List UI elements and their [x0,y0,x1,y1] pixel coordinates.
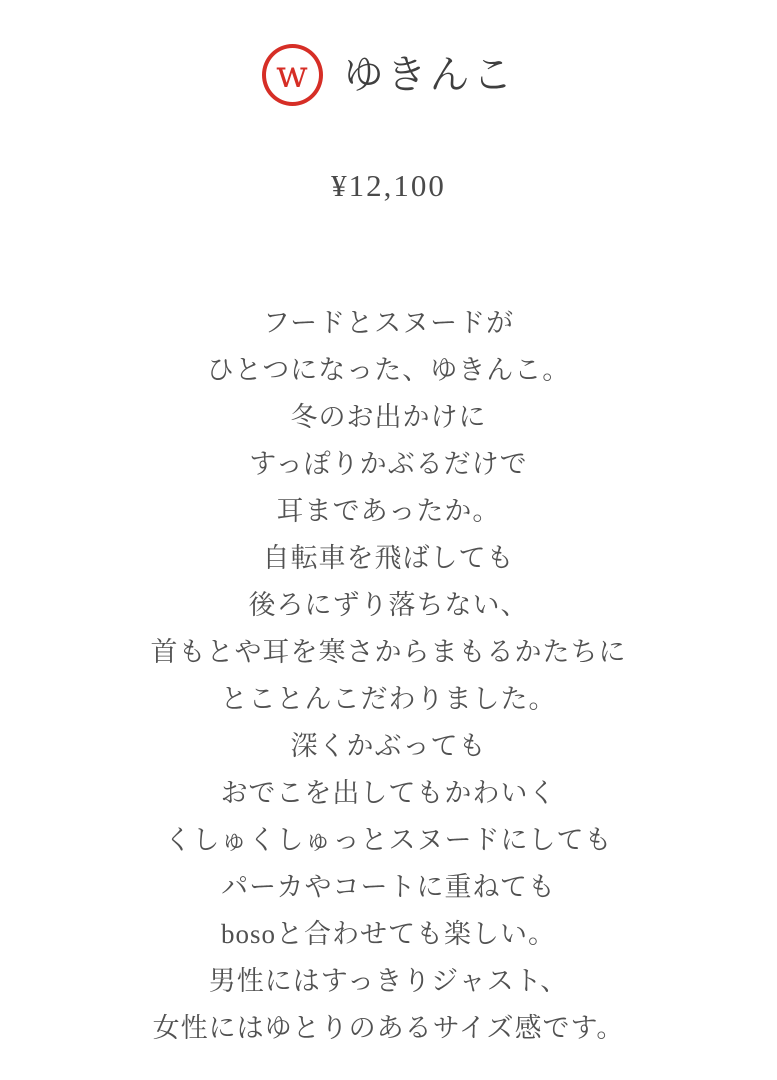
description-line: 女性にはゆとりのあるサイズ感です。 [152,1013,625,1043]
description-line: くしゅくしゅっとスヌードにしても [164,825,613,855]
product-price: ¥12,100 [331,168,446,203]
brand-logo-letter-icon: w [276,52,308,96]
description-line: 後ろにずり落ちない、 [248,590,529,620]
description-line: 深くかぶっても [290,731,487,761]
brand-logo[interactable] [262,44,323,106]
description-line: bosoと合わせても楽しい。 [220,919,556,949]
product-header [0,0,777,106]
description-line: フードとスヌードが [262,308,515,338]
description-line: 男性にはすっきりジャスト、 [208,966,569,996]
description-line: 耳まであったか。 [276,496,501,526]
description-line: とことんこだわりました。 [220,684,557,714]
product-description [0,300,777,1052]
description-line: ひとつになった、ゆきんこ。 [206,355,571,385]
description-line: 冬のお出かけに [290,402,487,432]
description-line: パーカやコートに重ねても [221,872,556,902]
description-line: おでこを出してもかわいく [220,778,557,808]
product-title: ゆきんこ [343,52,516,97]
description-line: 首もとや耳を寒さからまもるかたちに [150,637,627,667]
description-line: すっぽりかぶるだけで [249,449,528,479]
description-line: 自転車を飛ばしても [262,543,515,573]
